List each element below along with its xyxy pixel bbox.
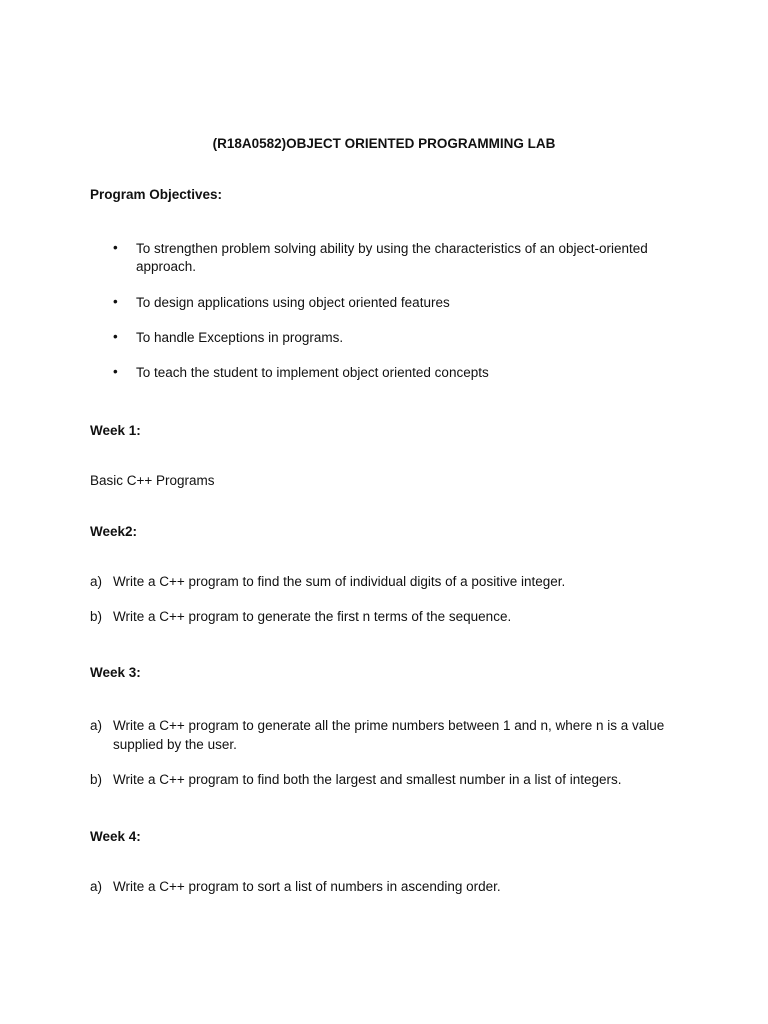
item-text: Write a C++ program to sort a list of numbers in ascending order. bbox=[113, 879, 501, 894]
week-body-text: Basic C++ Programs bbox=[90, 473, 215, 488]
bullet-icon: • bbox=[113, 364, 118, 379]
bullet-icon: • bbox=[113, 329, 118, 344]
objective-text: To design applications using object oriented features bbox=[136, 295, 450, 310]
item-marker: a) bbox=[90, 879, 103, 894]
item-marker: a) bbox=[90, 718, 103, 733]
objective-text: To handle Exceptions in programs. bbox=[136, 330, 344, 345]
page-title: (R18A0582)OBJECT ORIENTED PROGRAMMING LAB bbox=[212, 136, 556, 151]
bullet-icon: • bbox=[113, 240, 118, 255]
item-text: Write a C++ program to find both the largest and smallest number in a list of integers. bbox=[113, 772, 622, 787]
item-text-continued: supplied by the user. bbox=[113, 737, 237, 752]
week-heading: Week 4: bbox=[90, 829, 141, 844]
week-heading: Week 1: bbox=[90, 423, 141, 438]
item-marker: b) bbox=[90, 772, 103, 787]
item-text: Write a C++ program to generate all the prime numbers between 1 and n, where n is a value bbox=[113, 718, 665, 733]
objectives-heading: Program Objectives: bbox=[90, 187, 223, 202]
week-heading: Week 3: bbox=[90, 665, 141, 680]
objective-text: To strengthen problem solving ability by using the characteristics of an object-oriented bbox=[136, 241, 648, 256]
item-marker: b) bbox=[90, 609, 103, 624]
bullet-icon: • bbox=[113, 294, 118, 309]
week-heading: Week2: bbox=[90, 524, 138, 539]
objective-text: To teach the student to implement object oriented concepts bbox=[136, 365, 489, 380]
item-text: Write a C++ program to generate the first n terms of the sequence. bbox=[113, 609, 512, 624]
item-marker: a) bbox=[90, 574, 103, 589]
item-text: Write a C++ program to find the sum of individual digits of a positive integer. bbox=[113, 574, 566, 589]
objective-text-continued: approach. bbox=[136, 259, 197, 274]
